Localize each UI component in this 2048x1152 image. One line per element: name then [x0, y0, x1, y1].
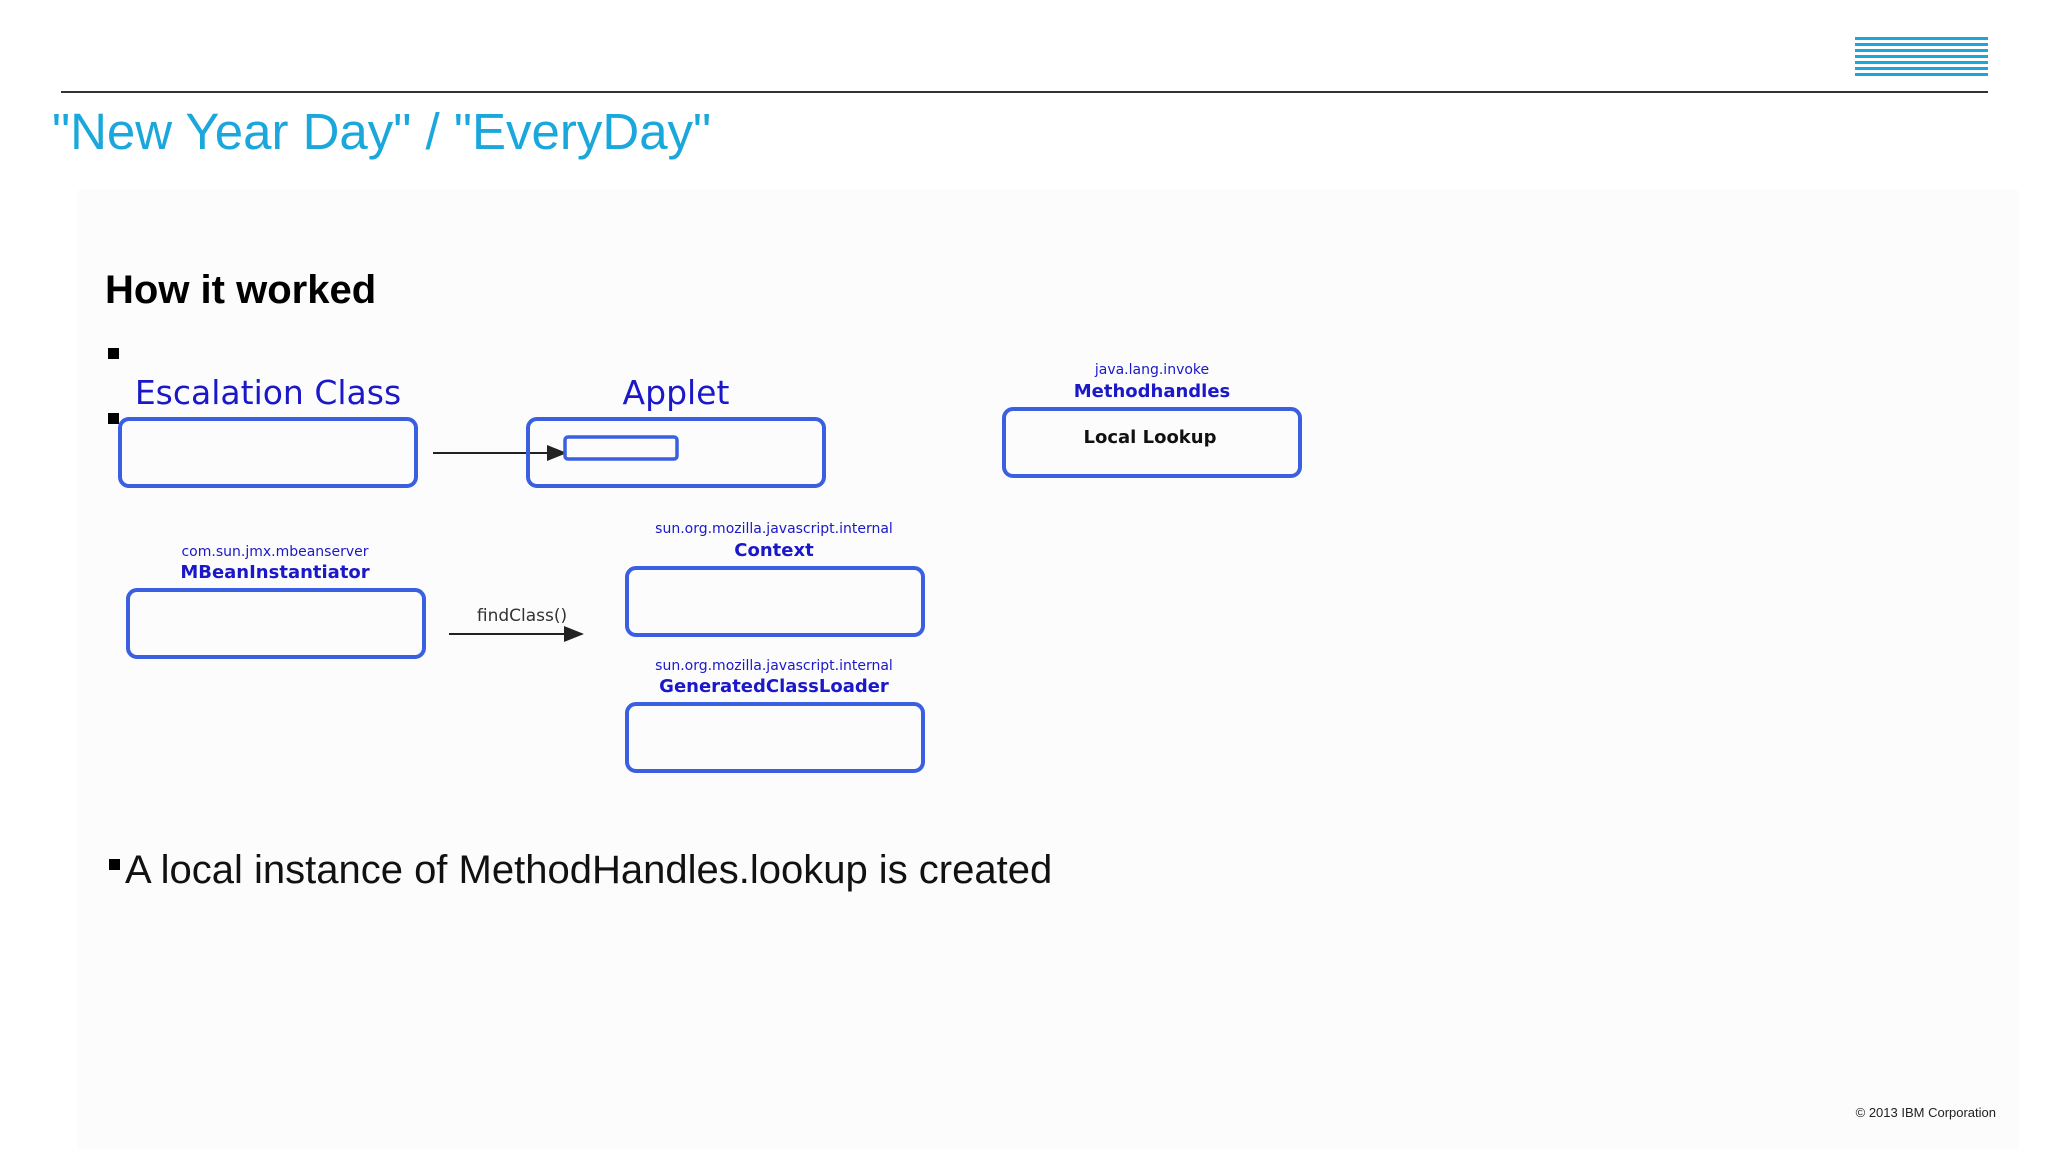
loader-box: [627, 704, 923, 771]
context-box: [627, 568, 923, 635]
escalation-class-box: [120, 419, 416, 486]
bullet-text: A local instance of MethodHandles.lookup is created: [125, 848, 1053, 892]
find-class-label: findClass(): [476, 606, 568, 626]
context-name: Context: [734, 540, 814, 561]
applet-title: Applet: [622, 373, 730, 412]
mbean-box: [128, 590, 424, 657]
mbean-name: MBeanInstantiator: [180, 562, 370, 583]
mbean-package: com.sun.jmx.mbeanserver: [181, 544, 369, 560]
methodhandles-package: java.lang.invoke: [1094, 362, 1210, 378]
section-heading: How it worked: [105, 268, 377, 312]
copyright-footer: © 2013 IBM Corporation: [1855, 1105, 1996, 1120]
methodhandles-name: Methodhandles: [1073, 381, 1231, 402]
loader-name: GeneratedClassLoader: [659, 676, 889, 697]
loader-package: sun.org.mozilla.javascript.internal: [655, 658, 893, 674]
slide-title: "New Year Day" / "EveryDay": [52, 103, 712, 160]
context-package: sun.org.mozilla.javascript.internal: [655, 521, 893, 537]
applet-inner-field: [565, 437, 677, 459]
escalation-class-title: Escalation Class: [134, 373, 402, 412]
local-lookup-label: Local Lookup: [1083, 427, 1217, 448]
